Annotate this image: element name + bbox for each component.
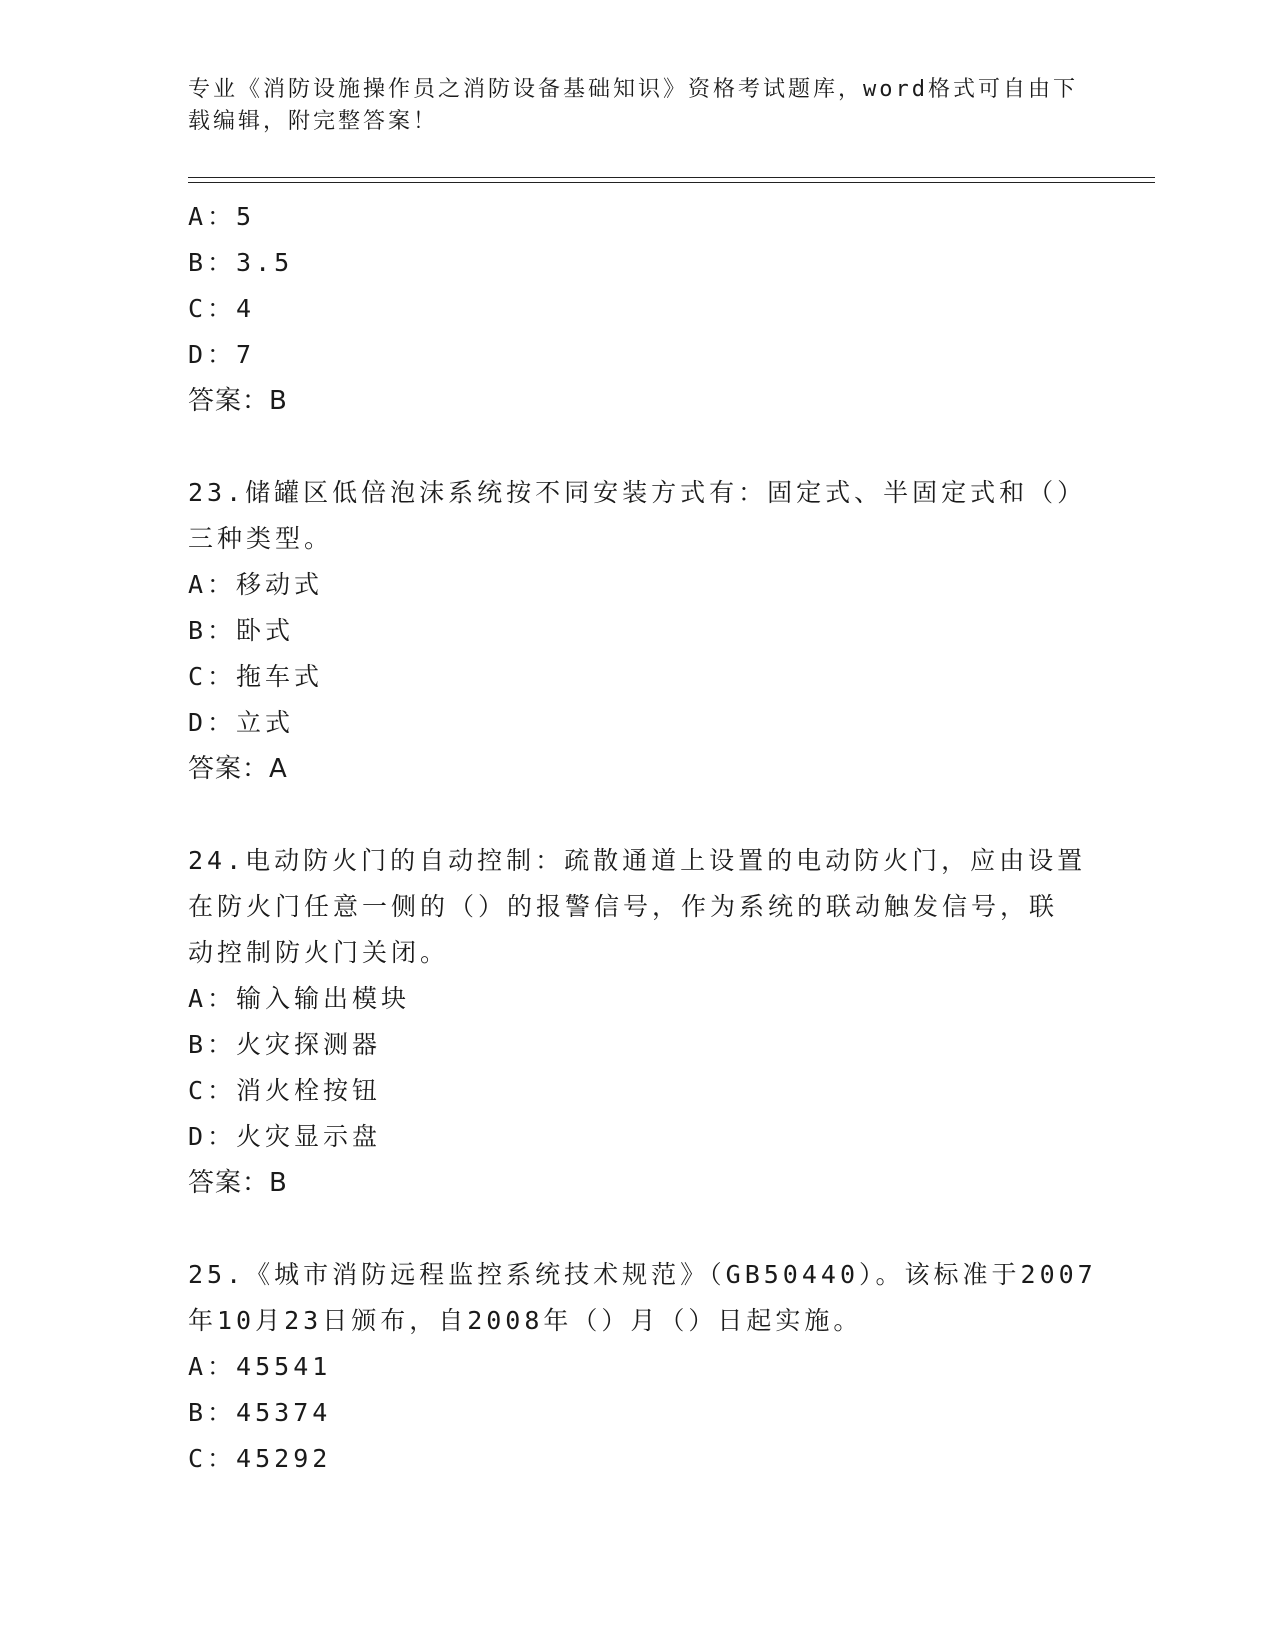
answer: 答案：A xyxy=(188,754,288,784)
answer: 答案：B xyxy=(188,386,288,416)
option-c: C：消火栓按钮 xyxy=(188,1076,382,1105)
question-25 xyxy=(188,1252,1097,1482)
option-c: C：拖车式 xyxy=(188,662,324,691)
question-stem-line: 24.电动防火门的自动控制：疏散通道上设置的电动防火门，应由设置 xyxy=(188,846,1087,875)
option-d: D：火灾显示盘 xyxy=(188,1122,382,1151)
question-stem-line: 25.《城市消防远程监控系统技术规范》（GB50440）。该标准于2007 xyxy=(188,1260,1097,1289)
option-a: A：45541 xyxy=(188,1352,332,1381)
answer: 答案：B xyxy=(188,1168,288,1198)
document-body xyxy=(188,194,1097,1482)
question-stem-line: 在防火门任意一侧的（）的报警信号，作为系统的联动触发信号，联 xyxy=(188,892,1059,921)
option-a: A：5 xyxy=(188,202,256,231)
option-b: B：卧式 xyxy=(188,616,295,645)
question-24 xyxy=(188,838,1088,1206)
question-23 xyxy=(188,470,1088,792)
question-stem-line: 23.储罐区低倍泡沫系统按不同安装方式有：固定式、半固定式和（） xyxy=(188,478,1087,507)
option-a: A：移动式 xyxy=(188,570,324,599)
option-c: C：45292 xyxy=(188,1444,332,1473)
question-stem-line: 三种类型。 xyxy=(188,524,334,553)
option-c: C：4 xyxy=(188,294,256,323)
option-d: D：立式 xyxy=(188,708,295,737)
document-header xyxy=(188,74,1088,138)
option-b: B：火灾探测器 xyxy=(188,1030,382,1059)
header-line-2: 载编辑，附完整答案！ xyxy=(188,109,439,134)
question-22 xyxy=(188,194,1088,424)
option-a: A：输入输出模块 xyxy=(188,984,411,1013)
spacer xyxy=(188,792,1088,838)
header-divider-top xyxy=(188,177,1155,178)
question-stem-line: 动控制防火门关闭。 xyxy=(188,938,450,967)
header-divider-bottom xyxy=(188,182,1155,183)
header-line-1: 专业《消防设施操作员之消防设备基础知识》资格考试题库，word格式可自由下 xyxy=(188,77,1078,102)
spacer xyxy=(188,424,1088,470)
spacer xyxy=(188,1206,1088,1252)
option-b: B：45374 xyxy=(188,1398,332,1427)
question-stem-line: 年10月23日颁布，自2008年（）月（）日起实施。 xyxy=(188,1306,863,1335)
option-b: B：3.5 xyxy=(188,248,294,277)
option-d: D：7 xyxy=(188,340,256,369)
